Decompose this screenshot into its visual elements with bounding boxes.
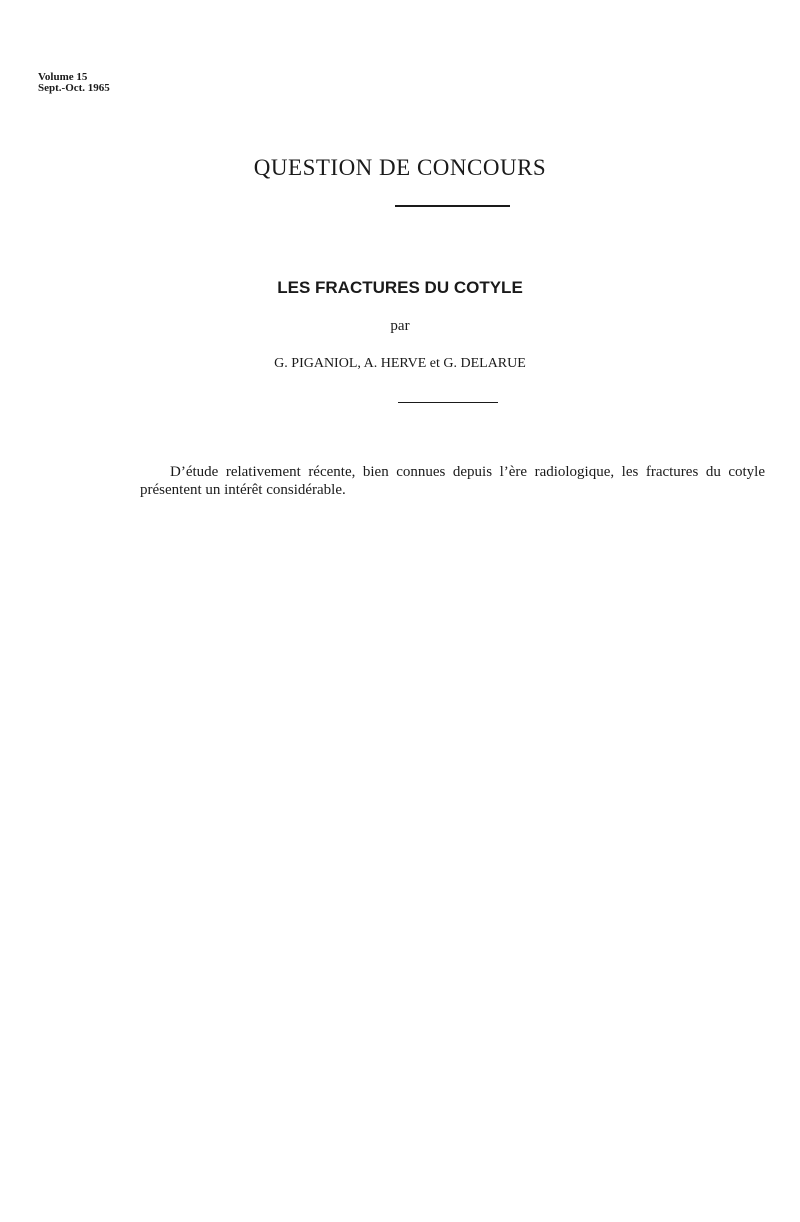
article-title: LES FRACTURES DU COTYLE	[277, 278, 523, 297]
section-title: QUESTION DE CONCOURS	[253, 155, 547, 180]
byline-par: par	[390, 318, 410, 334]
journal-volume	[38, 72, 110, 94]
volume-number: Volume 15	[38, 71, 88, 83]
issue-date: Sept.-Oct. 1965	[38, 82, 110, 94]
title-divider	[395, 205, 510, 207]
authors-divider	[398, 402, 498, 403]
excerpt-paragraph: D’étude relativement récente, bien connues depuis l’ère radiologique, les fractures du cotyle présentent un intérêt considérable.	[140, 464, 765, 498]
article-authors: G. PIGANIOL, A. HERVE et G. DELARUE	[274, 356, 526, 371]
